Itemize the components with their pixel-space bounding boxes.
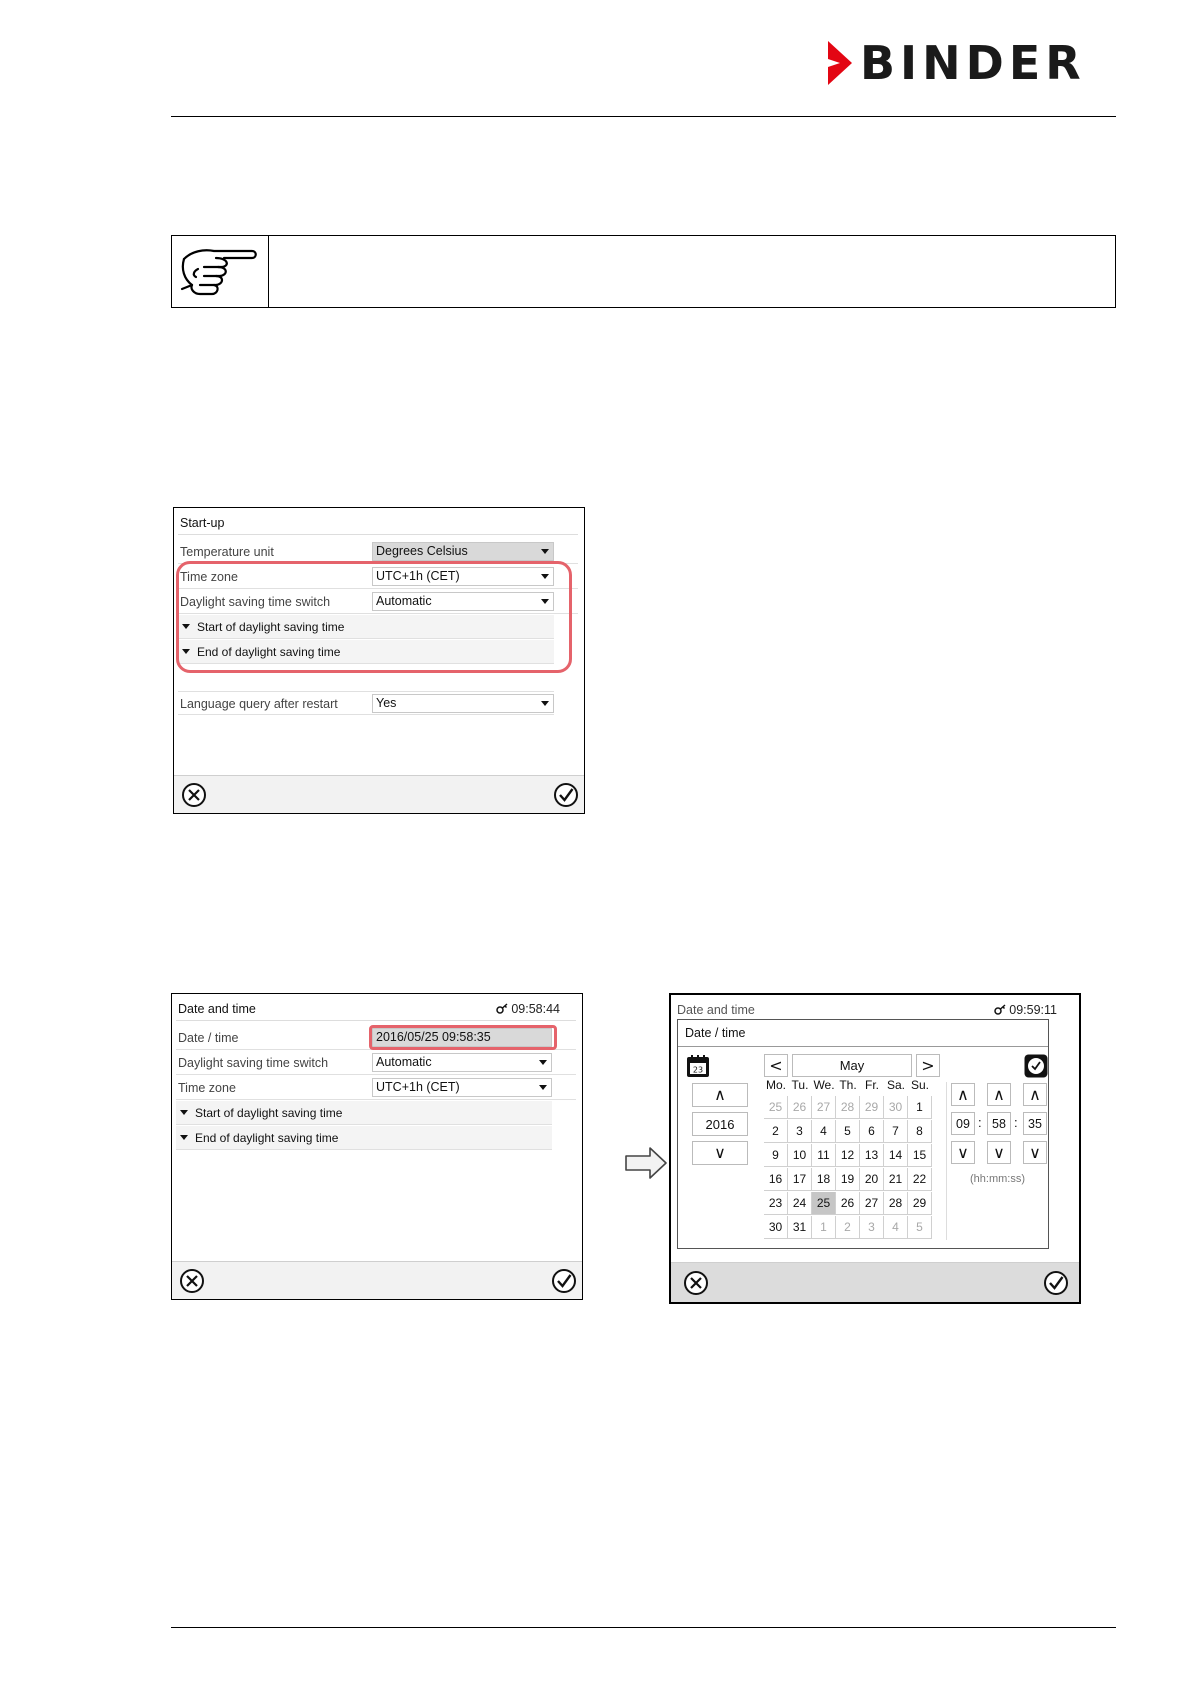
title-divider [176,1020,576,1021]
chevron-down-icon: ∨ [1029,1142,1041,1162]
calendar-day[interactable]: 18 [812,1168,836,1191]
key-icon [496,1003,508,1015]
chevron-up-icon: ∧ [714,1085,726,1104]
calendar-day[interactable]: 7 [884,1120,908,1143]
highlight-frame [369,1025,557,1050]
second-field[interactable] [1023,1112,1047,1135]
panel-separator [946,1082,947,1240]
clock-time: 09:58:44 [511,1002,560,1016]
calendar-day[interactable]: 17 [788,1168,812,1191]
calendar-day: 3 [860,1216,884,1239]
calendar-day[interactable]: 31 [788,1216,812,1239]
dropdown-value: Automatic [376,1055,432,1069]
month-value: May [839,1058,865,1073]
binder-logo [826,38,1114,88]
triangle-down-icon [180,1135,188,1140]
next-month-button[interactable] [916,1054,940,1077]
pointing-hand-icon [178,239,262,305]
chevron-down-icon [541,549,549,554]
calendar-day[interactable]: 16 [764,1168,788,1191]
cancel-button[interactable] [683,1270,709,1296]
time-separator: : [1014,1115,1018,1130]
right-arrow-icon [624,1146,668,1180]
calendar-day[interactable]: 29 [908,1192,932,1215]
row-label: Language query after restart [180,697,338,711]
dropdown-value: Yes [376,696,397,710]
month-field[interactable] [792,1054,912,1077]
row-label: Daylight saving time switch [178,1056,329,1070]
calendar-day[interactable]: 13 [860,1144,884,1167]
note-divider [268,236,269,307]
confirm-button[interactable] [1043,1270,1069,1296]
time-format-hint: (hh:mm:ss) [970,1173,1025,1185]
status-clock [496,1002,560,1016]
brand-arrow-icon [826,41,854,85]
calendar-day[interactable]: 3 [788,1120,812,1143]
weekday-label: Th. [839,1078,857,1092]
second-down-button[interactable] [1023,1141,1047,1164]
confirm-button[interactable] [553,782,579,808]
calendar-day[interactable]: 4 [812,1120,836,1143]
language-query-dropdown[interactable] [372,694,554,713]
screen-title: Date and time [677,1003,755,1017]
brand-name: BINDER [860,36,1086,90]
calendar-day[interactable]: 25 [812,1192,836,1215]
status-clock [994,1003,1057,1017]
bottom-bar [172,1261,582,1299]
time-zone-dropdown[interactable] [372,1078,552,1097]
triangle-down-icon [180,1110,188,1115]
dst-switch-row [176,1051,576,1075]
panel-divider [678,1046,1048,1047]
expander-label: Start of daylight saving time [195,1106,343,1120]
calendar-day[interactable]: 6 [860,1120,884,1143]
minute-down-button[interactable] [987,1141,1011,1164]
confirm-check-icon [551,1268,577,1294]
calendar-day[interactable]: 27 [860,1192,884,1215]
date-time-panel [677,1019,1049,1249]
prev-month-button[interactable] [764,1054,788,1077]
row-label: Date / time [178,1031,239,1045]
calendar-day[interactable]: 8 [908,1120,932,1143]
dropdown-value: Automatic [376,594,432,608]
row-label: Time zone [180,570,238,584]
weekday-label: Sa. [886,1078,905,1092]
note-box [171,235,1116,308]
row-label: Temperature unit [180,545,274,559]
calendar-day: 28 [836,1096,860,1119]
row-label: Daylight saving time switch [180,595,331,609]
datetime-screen [171,993,583,1300]
weekday-label: Tu. [791,1078,809,1092]
calendar-day[interactable]: 23 [764,1192,788,1215]
calendar-day[interactable]: 10 [788,1144,812,1167]
cancel-circle-icon [181,782,207,808]
svg-text:23: 23 [692,1065,704,1075]
calendar-day[interactable]: 15 [908,1144,932,1167]
chevron-left-icon: < [769,1055,783,1075]
calendar-day[interactable]: 22 [908,1168,932,1191]
expander-label: End of daylight saving time [195,1131,339,1145]
hour-up-button[interactable] [951,1083,975,1106]
hour-field[interactable] [951,1112,975,1135]
chevron-down-icon: ∨ [957,1142,969,1162]
cancel-button[interactable] [181,782,207,808]
dst-start-expander[interactable] [176,1101,552,1125]
weekday-label: Fr. [865,1078,879,1092]
hour-down-button[interactable] [951,1141,975,1164]
calendar-day: 26 [788,1096,812,1119]
calendar-day[interactable]: 19 [836,1168,860,1191]
clock-icon[interactable] [1024,1054,1048,1078]
confirm-check-icon [553,782,579,808]
weekday-label: Mo. [765,1078,786,1092]
time-separator: : [978,1115,982,1130]
calendar-screen [669,993,1081,1304]
expander-label: Start of daylight saving time [197,620,345,634]
calendar-day[interactable]: 2 [764,1120,788,1143]
dst-switch-dropdown[interactable] [372,1053,552,1072]
minute-field[interactable] [987,1112,1011,1135]
calendar-icon[interactable] [686,1054,710,1078]
cancel-circle-icon [683,1270,709,1296]
second-up-button[interactable] [1023,1083,1047,1106]
calendar-day: 25 [764,1096,788,1119]
chevron-down-icon: ∨ [993,1142,1005,1162]
calendar-day[interactable]: 5 [836,1120,860,1143]
highlight-frame [176,561,572,673]
screen-title: Start-up [180,516,225,530]
chevron-up-icon: ∧ [993,1084,1005,1104]
row-label: Time zone [178,1081,236,1095]
calendar-day: 2 [836,1216,860,1239]
minute-up-button[interactable] [987,1083,1011,1106]
dropdown-value: Degrees Celsius [376,544,468,558]
chevron-up-icon: ∧ [1029,1084,1041,1104]
calendar-day[interactable]: 24 [788,1192,812,1215]
calendar-day[interactable]: 30 [764,1216,788,1239]
bottom-bar [671,1262,1079,1302]
panel-title: Date / time [685,1026,746,1040]
calendar-day[interactable]: 12 [836,1144,860,1167]
hour-value: 09 [956,1116,970,1131]
calendar-day: 1 [812,1216,836,1239]
chevron-down-icon [539,1060,547,1065]
cancel-circle-icon [179,1268,205,1294]
header-rule [171,116,1116,117]
weekday-label: We. [813,1078,835,1092]
dropdown-value: UTC+1h (CET) [376,1080,460,1094]
calendar-day[interactable]: 20 [860,1168,884,1191]
calendar-day[interactable]: 14 [884,1144,908,1167]
chevron-right-icon: > [921,1055,935,1075]
year-down-button[interactable] [692,1141,748,1165]
calendar-day[interactable]: 9 [764,1144,788,1167]
calendar-day: 27 [812,1096,836,1119]
dropdown-value: UTC+1h (CET) [376,569,460,583]
dst-end-expander[interactable] [176,1126,552,1150]
second-value: 35 [1028,1116,1042,1131]
calendar-day[interactable]: 28 [884,1192,908,1215]
calendar-day: 4 [884,1216,908,1239]
clock-time: 09:59:11 [1009,1003,1057,1017]
year-value: 2016 [705,1116,735,1132]
date-time-row [176,1026,576,1050]
chevron-down-icon [539,1085,547,1090]
calendar-day[interactable]: 26 [836,1192,860,1215]
calendar-day: 5 [908,1216,932,1239]
year-field[interactable] [692,1112,748,1136]
calendar-day[interactable]: 1 [908,1096,932,1119]
chevron-down-icon: ∨ [714,1143,726,1162]
startup-screen [173,507,585,814]
temperature-unit-dropdown[interactable] [372,542,554,561]
confirm-check-icon [1043,1270,1069,1296]
cancel-button[interactable] [179,1268,205,1294]
key-icon [994,1004,1006,1016]
language-query-row [178,691,554,715]
screen-title: Date and time [178,1002,256,1016]
chevron-up-icon: ∧ [957,1084,969,1104]
calendar-day: 29 [860,1096,884,1119]
expander-label: End of daylight saving time [197,645,341,659]
year-up-button[interactable] [692,1083,748,1107]
calendar-day: 30 [884,1096,908,1119]
bottom-bar [174,775,584,813]
time-zone-row [176,1076,576,1100]
confirm-button[interactable] [551,1268,577,1294]
title-divider [178,534,578,535]
calendar-day[interactable]: 21 [884,1168,908,1191]
field-value: 2016/05/25 09:58:35 [376,1030,491,1044]
weekday-label: Su. [910,1078,929,1092]
chevron-down-icon [541,701,549,706]
calendar-day[interactable]: 11 [812,1144,836,1167]
minute-value: 58 [992,1116,1006,1131]
footer-rule [171,1627,1116,1628]
